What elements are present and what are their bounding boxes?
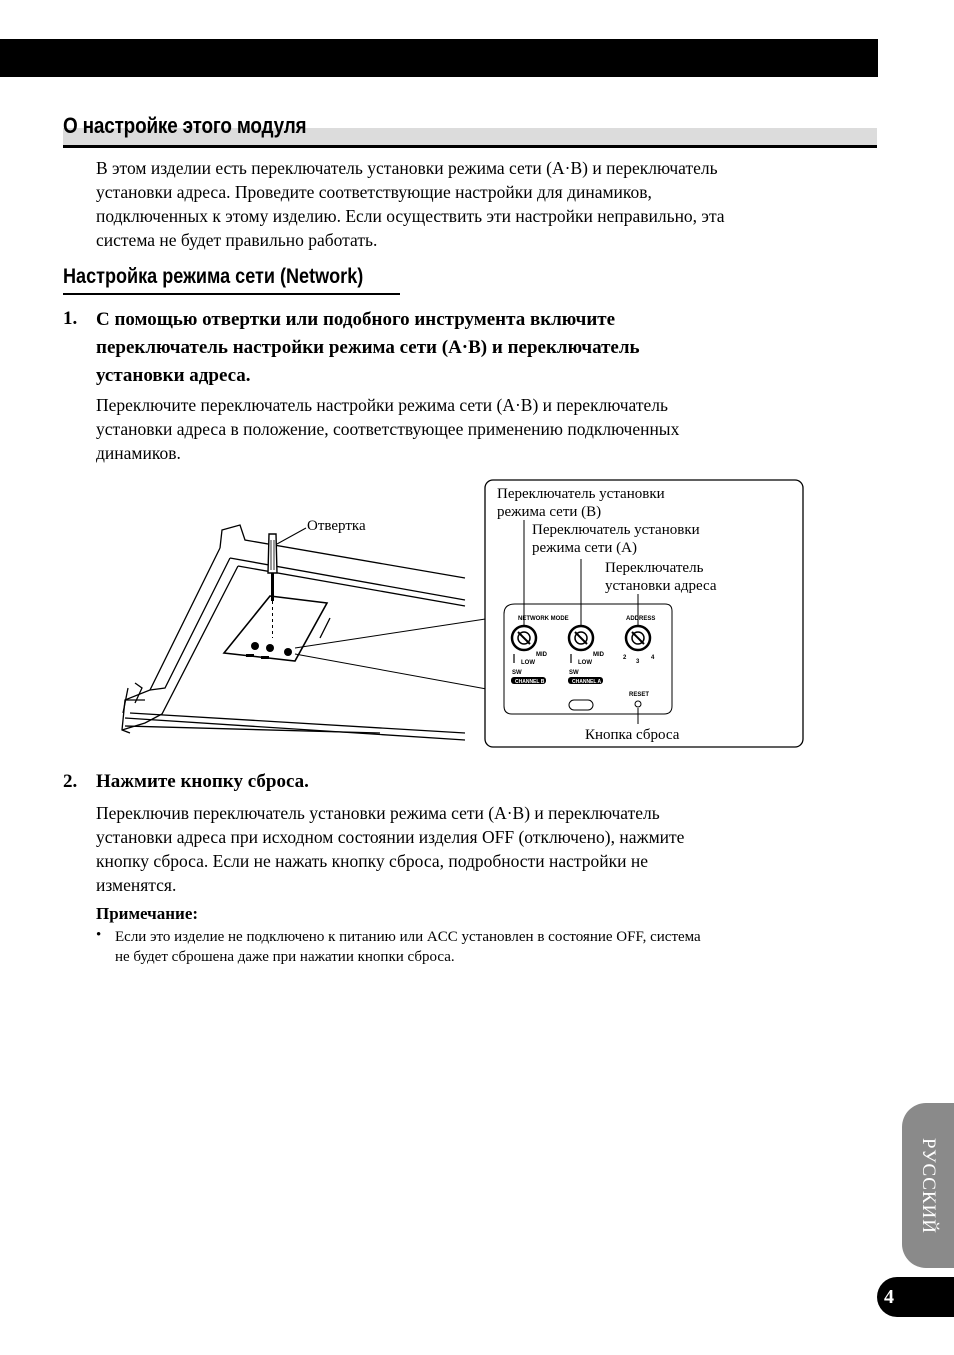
- a-mid-text: MID: [593, 652, 604, 658]
- step2-body-line: установки адреса при исходном состоянии изделия OFF (отключено), нажмите: [96, 827, 685, 847]
- subsection-title: Настройка режима сети (Network): [63, 265, 364, 288]
- intro-line: система не будет правильно работать.: [96, 230, 378, 250]
- screwdriver-leader: [277, 528, 306, 544]
- network-mode-a-switch[interactable]: [569, 626, 593, 650]
- step2-number: 2.: [63, 771, 78, 792]
- section-title: О настройке этого модуля: [63, 113, 307, 138]
- switch-b-label-line: Переключатель установки: [497, 486, 665, 502]
- step1-body-line: Переключите переключатель настройки режима сети (A·B) и переключатель: [96, 395, 668, 415]
- intro-line: установки адреса. Проведите соответствующие настройки для динамиков,: [96, 182, 652, 202]
- step1-body-line: установки адреса в положение, соответствующее применению подключенных: [96, 419, 680, 439]
- note-line: не будет сброшена даже при нажатии кнопки сброса.: [115, 949, 455, 965]
- step1-body-line: динамиков.: [96, 443, 181, 463]
- reset-text: RESET: [629, 692, 650, 698]
- subsection-title-rule: [63, 293, 400, 295]
- reset-button[interactable]: [635, 701, 641, 707]
- note-bullet: •: [96, 927, 102, 943]
- switch-a-label-line: режима сети (A): [532, 540, 637, 556]
- page-number: [877, 1277, 954, 1317]
- step1-heading: [96, 306, 856, 390]
- language-label: РУССКИЙ: [918, 1137, 940, 1234]
- address-3-text: 3: [636, 659, 640, 665]
- step1-heading-line: переключатель настройки режима сети (A·B) и переключатель: [96, 337, 640, 358]
- step2-body-line: изменятся.: [96, 875, 177, 895]
- step2-body-line: Переключив переключатель установки режима сети (A·B) и переключатель: [96, 803, 660, 823]
- address-4-text: 4: [651, 655, 655, 661]
- header-bar: [0, 39, 878, 77]
- address-2-text: 2: [623, 655, 627, 661]
- intro-line: В этом изделии есть переключатель установки режима сети (A·B) и переключатель: [96, 158, 718, 178]
- connector-details: [246, 642, 292, 659]
- a-sw-text: SW: [569, 670, 579, 676]
- step2-body-line: кнопку сброса. Если не нажать кнопку сброса, подробности настройки не: [96, 851, 648, 871]
- note-text: [115, 927, 855, 967]
- step2-body: [96, 801, 684, 897]
- b-mid-text: MID: [536, 652, 547, 658]
- callout-box: [485, 480, 803, 747]
- network-mode-b-switch[interactable]: [512, 626, 536, 650]
- switch-a-label-line: Переключатель установки: [532, 522, 700, 538]
- section-title-rule: [63, 145, 877, 148]
- panel-oval-slot: [569, 700, 593, 710]
- screwdriver-label: Отвертка: [307, 518, 366, 534]
- address-label-line: Переключатель: [605, 560, 704, 576]
- reset-label: Кнопка сброса: [585, 727, 680, 743]
- channel-b-text: CHANNEL B: [515, 679, 545, 685]
- b-sw-text: SW: [512, 670, 522, 676]
- step1-heading-line: установки адреса.: [96, 365, 251, 386]
- zoom-line-bottom: [295, 654, 492, 690]
- language-tab: [902, 1103, 954, 1268]
- address-label-line: установки адреса: [605, 578, 717, 594]
- step1-number: 1.: [63, 308, 78, 329]
- a-low-text: LOW: [578, 660, 592, 666]
- step1-body: [96, 393, 679, 465]
- address-switch[interactable]: [626, 626, 650, 650]
- screwdriver-icon: [268, 534, 277, 638]
- intro-line: подключенных к этому изделию. Если осуществить эти настройки неправильно, эта: [96, 206, 725, 226]
- intro-paragraph: [96, 156, 725, 252]
- b-low-text: LOW: [521, 660, 535, 666]
- note-title: Примечание:: [96, 904, 199, 923]
- address-text: ADDRESS: [626, 616, 656, 622]
- network-mode-text: NETWORK MODE: [518, 616, 569, 622]
- step2-heading: Нажмите кнопку сброса.: [96, 771, 309, 792]
- step1-heading-line: С помощью отвертки или подобного инструмента включите: [96, 309, 616, 330]
- network-mode-diagram: [120, 478, 810, 753]
- channel-a-text: CHANNEL A: [572, 679, 602, 685]
- switch-b-label-line: режима сети (B): [497, 504, 602, 520]
- note-line: Если это изделие не подключено к питанию или ACC установлен в состояние OFF, система: [115, 929, 701, 945]
- zoom-line-top: [295, 618, 492, 648]
- page-number-text: 4: [884, 1285, 894, 1308]
- amplifier-illustration: [122, 525, 465, 740]
